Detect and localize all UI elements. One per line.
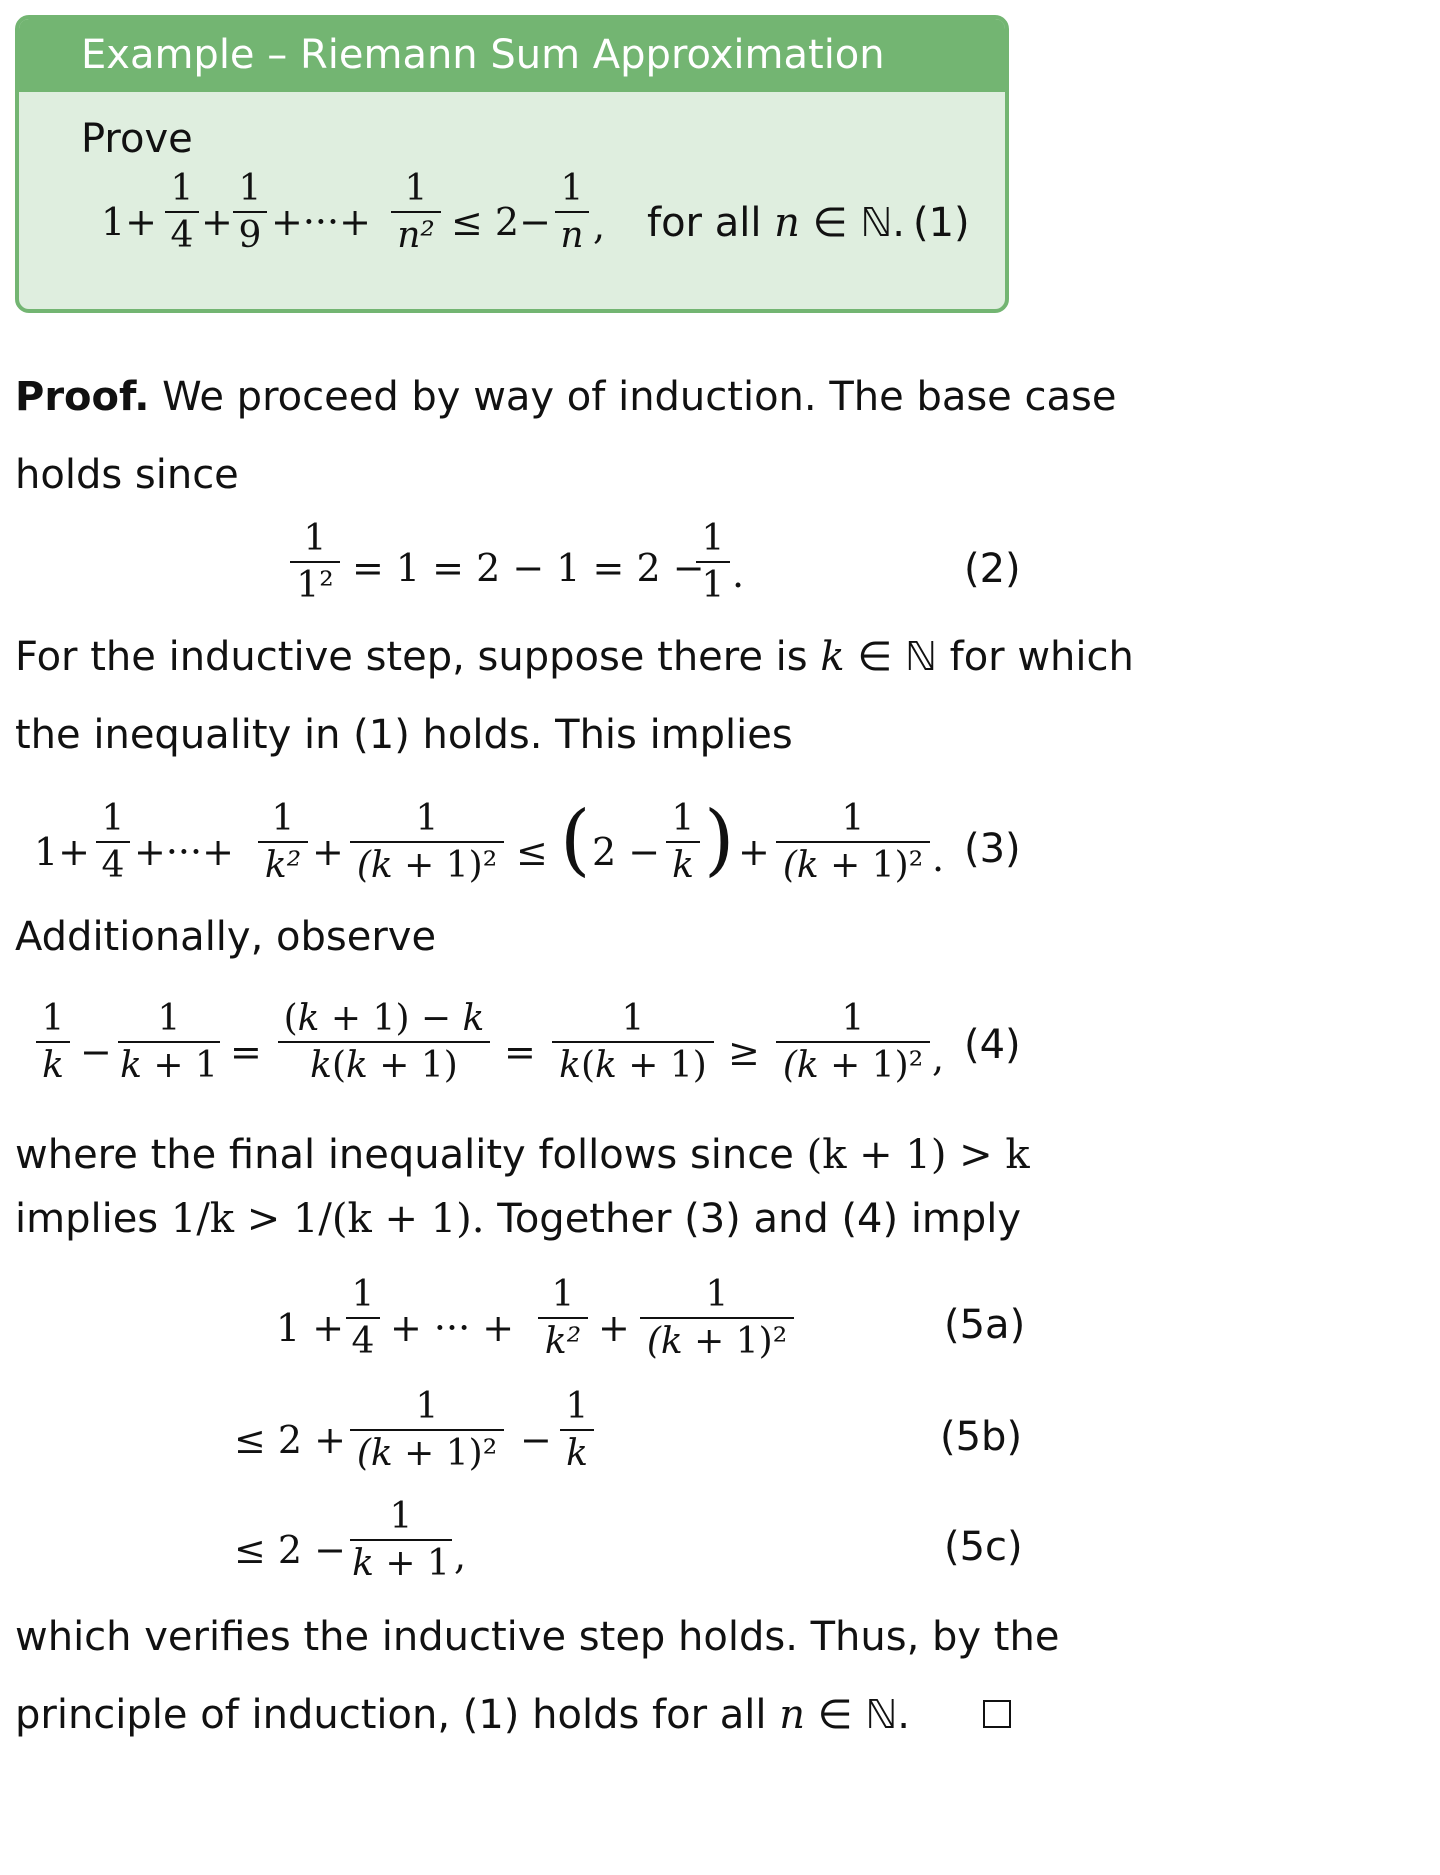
eq3-number: (3) xyxy=(964,826,1021,872)
eq5b-start: ≤ 2 + xyxy=(234,1418,347,1462)
eq4-comma: , xyxy=(932,1036,945,1080)
prove-label: Prove xyxy=(81,116,193,162)
eq1-leq: ≤ 2− xyxy=(451,200,551,244)
proof-line-1 xyxy=(15,374,1116,420)
eq5c-number: (5c) xyxy=(944,1524,1023,1570)
eq4-number: (4) xyxy=(964,1022,1021,1068)
eq5a-start: 1 + xyxy=(276,1306,345,1350)
condition-var: n xyxy=(774,200,800,246)
eq5a-frac-1-4: 1 4 xyxy=(346,1274,380,1363)
eq4-frac-1-kk1: 1 k(k + 1) xyxy=(552,998,714,1087)
proof-line-3 xyxy=(15,634,1134,680)
proof-label: Proof. xyxy=(15,374,150,420)
eq3-lparen: ( xyxy=(560,795,591,885)
eq4-frac-1-k1sq: 1 (k + 1)² xyxy=(776,998,930,1087)
eq3-frac-1-k1sq-rhs: 1 (k + 1)² xyxy=(776,798,930,887)
eq5c-comma: , xyxy=(454,1534,467,1578)
proof-text-9a: principle of induction, (1) holds for all xyxy=(15,1692,767,1738)
proof-text-3a: For the inductive step, suppose there is xyxy=(15,634,808,680)
eq3-leq: ≤ xyxy=(516,830,548,874)
eq3-frac-1-4: 1 4 xyxy=(96,798,130,887)
eq1-frac-1-4: 1 4 xyxy=(165,168,199,257)
eq3-plus-2: + xyxy=(738,830,770,874)
eq4-eq-2: = xyxy=(504,1030,536,1074)
eq1-number: (1) xyxy=(913,200,970,246)
eq5a-dots: + ··· + xyxy=(390,1306,515,1350)
eq5a-frac-1-k1sq: 1 (k + 1)² xyxy=(640,1274,794,1363)
proof-var-n: n xyxy=(779,1692,805,1738)
eq5b-frac-1-k: 1 k xyxy=(560,1386,594,1475)
eq1-lhs-1: 1+ xyxy=(101,200,158,244)
eq3-plus-1: + xyxy=(312,830,344,874)
proof-math-6: (k + 1) > k xyxy=(806,1132,1030,1178)
proof-var-k: k xyxy=(820,634,845,680)
proof-text-6a: where the final inequality follows since xyxy=(15,1132,794,1178)
eq4-frac-1-k: 1 k xyxy=(36,998,70,1087)
eq5b-frac-1-k1sq: 1 (k + 1)² xyxy=(350,1386,504,1475)
eq4-minus: − xyxy=(80,1030,112,1074)
eq3-rparen: ) xyxy=(704,795,735,885)
eq3-frac-1-k: 1 k xyxy=(666,798,700,887)
eq5a-plus: + xyxy=(598,1306,630,1350)
eq4-geq: ≥ xyxy=(728,1030,760,1074)
eq4-eq-1: = xyxy=(230,1030,262,1074)
example-box xyxy=(15,15,1009,313)
eq3-start: 1+ xyxy=(34,830,91,874)
eq1-frac-1-9: 1 9 xyxy=(233,168,267,257)
qed-box xyxy=(983,1700,1011,1728)
eq2-chain: = 1 = 2 − 1 = 2 − xyxy=(352,546,705,590)
eq1-dots: +···+ xyxy=(271,200,371,244)
eq1-frac-1-n2: 1 n² xyxy=(391,168,441,257)
proof-line-6 xyxy=(15,1132,1030,1178)
eq3-dots: +···+ xyxy=(134,830,234,874)
eq2-frac-1-1: 1 1 xyxy=(696,518,730,607)
eq5c-start: ≤ 2 − xyxy=(234,1528,347,1572)
proof-line-8: which verifies the inductive step holds. Thus, by the xyxy=(15,1614,1060,1660)
eq2-frac-1-1sq: 1 1² xyxy=(290,518,340,607)
eq1-plus: + xyxy=(201,200,233,244)
proof-text-7b: Together (3) and (4) imply xyxy=(497,1196,1022,1242)
proof-line-9 xyxy=(15,1692,910,1738)
proof-line-7 xyxy=(15,1196,1021,1242)
proof-line-5: Additionally, observe xyxy=(15,914,437,960)
eq5c-frac-1-k1: 1 k + 1 xyxy=(350,1496,452,1585)
proof-text-9b: ∈ ℕ. xyxy=(817,1692,910,1738)
proof-math-7: 1/k > 1/(k + 1). xyxy=(170,1196,485,1242)
eq1-frac-1-n: 1 n xyxy=(555,168,589,257)
proof-line-4: the inequality in (1) holds. This implies xyxy=(15,712,793,758)
eq5b-number: (5b) xyxy=(940,1414,1023,1460)
eq5a-number: (5a) xyxy=(944,1302,1026,1348)
eq3-period: . xyxy=(932,836,945,880)
proof-text-7a: implies xyxy=(15,1196,159,1242)
proof-line-2: holds since xyxy=(15,452,239,498)
eq2-number: (2) xyxy=(964,546,1021,592)
condition-set: ∈ ℕ. xyxy=(812,200,905,246)
eq2-period: . xyxy=(732,552,745,596)
proof-text-3b: ∈ ℕ for which xyxy=(857,634,1134,680)
eq3-two-minus: 2 − xyxy=(592,830,661,874)
eq1-condition xyxy=(647,200,905,246)
eq3-frac-1-k2: 1 k² xyxy=(258,798,308,887)
eq3-frac-1-k1sq: 1 (k + 1)² xyxy=(350,798,504,887)
eq4-frac-diff: (k + 1) − k k(k + 1) xyxy=(278,998,490,1087)
proof-text-1: We proceed by way of induction. The base case xyxy=(162,374,1117,420)
eq5a-frac-1-k2: 1 k² xyxy=(538,1274,588,1363)
eq4-frac-1-k1: 1 k + 1 xyxy=(118,998,220,1087)
example-title: Example – Riemann Sum Approximation xyxy=(19,19,1005,92)
eq5b-minus: − xyxy=(520,1418,552,1462)
eq1-comma: , xyxy=(593,204,606,248)
example-body xyxy=(19,92,1005,309)
condition-text: for all xyxy=(647,200,762,246)
